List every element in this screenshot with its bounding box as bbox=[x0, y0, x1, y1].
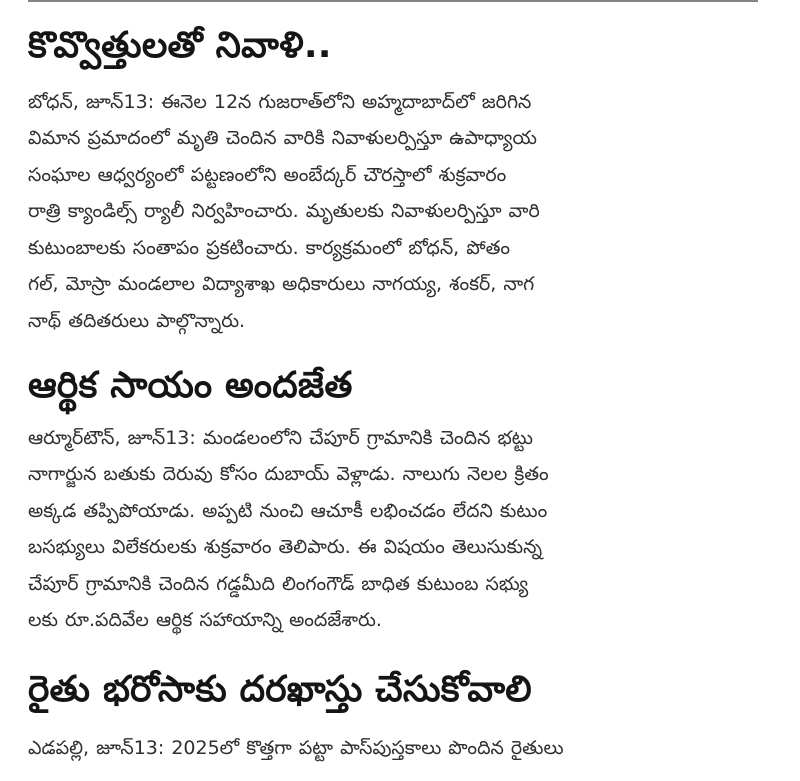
article-line: లకు రూ.పదివేల ఆర్థిక సహాయాన్ని అందజేశారు. bbox=[28, 609, 382, 632]
article-line: కుటుంబాలకు సంతాపం ప్రకటించారు. కార్యక్రమంలో బోధన్‌, పోతం bbox=[28, 236, 511, 259]
article-line: ఆర్మూర్‌టౌన్‌, జూన్‌13: మండలంలోని చేపూర్‌ గ్రామానికి చెందిన భట్టు bbox=[28, 426, 533, 449]
article-body bbox=[28, 84, 763, 340]
article-line: నాథ్‌ తదితరులు పాల్గొన్నారు. bbox=[28, 309, 246, 332]
article-line: బసభ్యులు విలేకరులకు శుక్రవారం తెలిపారు. ఈ విషయం తెలుసుకున్న bbox=[28, 536, 543, 559]
article-rythu-bharosa bbox=[28, 670, 763, 766]
article-line: అక్కడ తప్పిపోయాడు. అప్పటి నుంచి ఆచూకీ లభించడం లేదని కుటుం bbox=[28, 499, 548, 522]
article-line: నాగార్జున బతుకు దెరువు కోసం దుబాయ్‌ వెళ్లాడు. నాలుగు నెలల క్రితం bbox=[28, 463, 549, 486]
article-body bbox=[28, 420, 763, 639]
cropped-previous-text bbox=[28, 0, 758, 8]
article-line: సంఘాల ఆధ్వర్యంలో పట్టణంలోని అంబేద్కర్‌ చౌరస్తాలో శుక్రవారం bbox=[28, 163, 507, 186]
article-line: చేపూర్‌ గ్రామానికి చెందిన గడ్డమీది లింగంగౌడ్‌ బాధిత కుటుంబ సభ్యు bbox=[28, 572, 529, 595]
article-headline: ఆర్థిక సాయం అందజేత bbox=[28, 365, 353, 406]
article-headline: రైతు భరోసాకు దరఖాస్తు చేసుకోవాలి bbox=[28, 669, 532, 710]
article-headline: కొవ్వొత్తులతో నివాళి.. bbox=[28, 25, 332, 66]
article-line: ఎడపల్లి, జూన్‌13: 2025లో కొత్తగా పట్టా పాస్‌పుస్తకాలు పొందిన రైతులు bbox=[28, 736, 564, 759]
article-body bbox=[28, 730, 763, 767]
article-financial-aid bbox=[28, 366, 763, 639]
article-line: గల్‌, మోస్రా మండలాల విద్యాశాఖ అధికారులు నాగయ్య, శంకర్‌, నాగ bbox=[28, 273, 535, 296]
article-line: విమాన ప్రమాదంలో మృతి చెందిన వారికి నివాళులర్పిస్తూ ఉపాధ్యాయ bbox=[28, 127, 537, 150]
article-tribute bbox=[28, 26, 763, 339]
article-line: బోధన్‌, జూన్‌13: ఈనెల 12న గుజరాత్‌లోని అహ్మదాబాద్‌లో జరిగిన bbox=[28, 90, 532, 113]
article-line: రాత్రి క్యాండిల్స్‌ ర్యాలీ నిర్వహించారు. మృతులకు నివాళులర్పిస్తూ వారి bbox=[28, 200, 540, 223]
